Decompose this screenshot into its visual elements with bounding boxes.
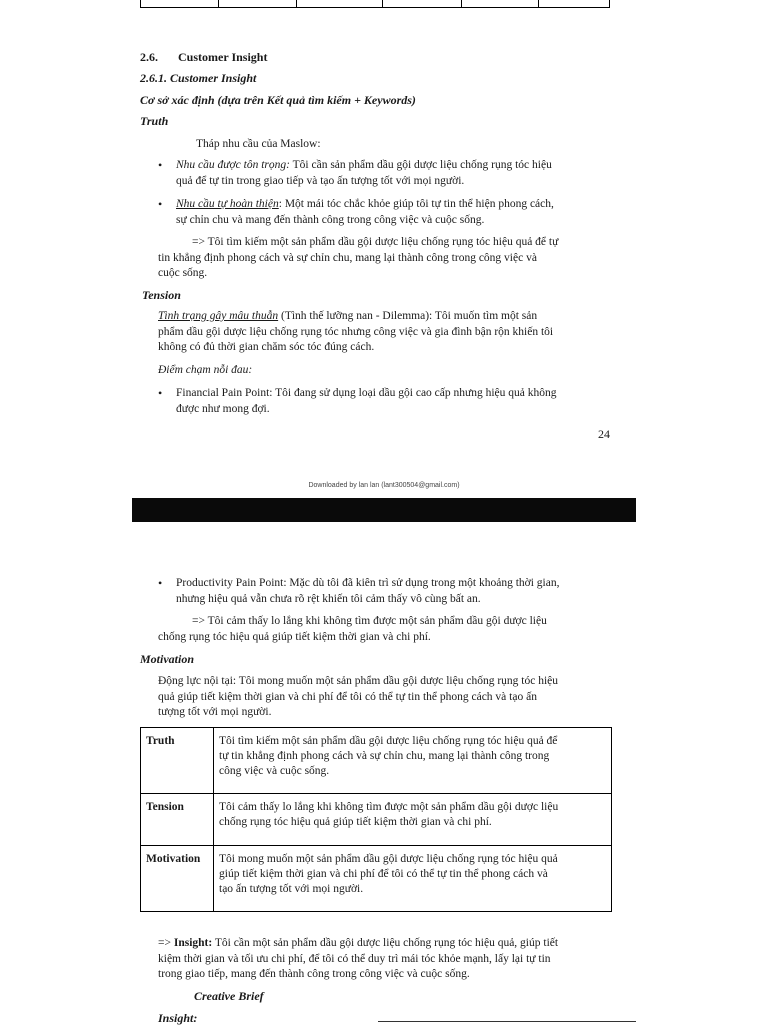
row-value-line: công việc và cuộc sống. — [219, 765, 330, 777]
insight-summary-table — [140, 727, 612, 912]
dilemma-line: phẩm dầu gội dược liệu chống rụng tóc nhưng công việc và gia đình bận rộn khiến tôi — [158, 325, 554, 338]
financial-pain-point — [176, 386, 557, 417]
self-actualization-term: Nhu cầu tự hoàn thiện — [176, 198, 279, 210]
tension-conclusion — [158, 614, 547, 645]
insight-line: trong giao tiếp, mang đến thành công trong công việc và cuộc sống. — [158, 968, 470, 980]
row-value-line: tạo ấn tượng tốt với mọi người. — [219, 883, 364, 895]
subsection-heading: 2.6.1. Customer Insight — [140, 71, 257, 85]
truth-bullet-1-line: quả để tự tin trong giao tiếp và tạo ấn tượng tốt với mọi người. — [176, 174, 465, 187]
section-title: Customer Insight — [178, 50, 268, 64]
productivity-pain-line: nhưng hiệu quả vẫn chưa rõ rệt khiến tôi cảm thấy vô cùng bất an. — [176, 592, 481, 605]
insight-line: kiệm thời gian và tối ưu chi phí, để tôi có thể duy trì mái tóc khỏe mạnh, lấy lại tự tin — [158, 952, 551, 965]
table-divider — [218, 0, 219, 7]
dilemma-line: không có đủ thời gian chăm sóc tóc đúng cách. — [158, 341, 375, 353]
previous-table-fragment — [140, 0, 610, 8]
esteem-need-term: Nhu cầu được tôn trọng: — [176, 159, 290, 171]
truth-bullet-1 — [176, 158, 552, 189]
pain-point-label: Điểm chạm nỗi đau: — [158, 364, 253, 376]
dilemma-paragraph — [158, 309, 553, 356]
insight-paragraph — [158, 936, 558, 983]
page-number: 24 — [598, 427, 610, 441]
dilemma-line: (Tình thế lưỡng nan - Dilemma): Tôi muốn tìm một sản — [278, 310, 538, 322]
page-break-band — [132, 498, 636, 522]
truth-conclusion — [158, 235, 558, 282]
row-value-line: giúp tiết kiệm thời gian và chi phí để tôi có thể tự tin thể phong cách và — [219, 868, 548, 880]
row-key: Truth — [141, 728, 214, 794]
bullet-icon: • — [158, 386, 163, 400]
motivation-line: quả giúp tiết kiệm thời gian và chi phí để tôi có thể tự tin thể phong cách và tạo ấn — [158, 690, 537, 703]
tension-label: Tension — [142, 288, 181, 302]
truth-label: Truth — [140, 114, 169, 128]
row-value-line: Tôi mong muốn một sản phẩm dầu gội dược liệu chống rụng tóc hiệu quả — [219, 853, 558, 865]
truth-conclusion-line: tin khẳng định phong cách và sự chỉn chu, mang lại thành công trong công việc và — [158, 251, 537, 264]
section-number: 2.6. — [140, 50, 158, 64]
table-row — [141, 794, 612, 846]
insight-arrow: => — [158, 937, 174, 949]
row-value — [214, 728, 612, 794]
table-divider — [382, 0, 383, 7]
table-row — [141, 846, 612, 912]
bullet-icon: • — [158, 197, 163, 211]
financial-pain-line: được như mong đợi. — [176, 402, 270, 415]
row-key: Tension — [141, 794, 214, 846]
row-value — [214, 846, 612, 912]
row-value — [214, 794, 612, 846]
productivity-pain-line: Productivity Pain Point: Mặc dù tôi đã kiên trì sử dụng trong một khoảng thời gian, — [176, 577, 560, 589]
insight-label: Insight: — [173, 937, 213, 949]
row-value-line: Tôi cảm thấy lo lắng khi không tìm được một sản phẩm dầu gội dược liệu — [219, 801, 559, 813]
creative-brief-insight-label: Insight: — [158, 1011, 198, 1025]
motivation-label: Motivation — [140, 652, 195, 666]
truth-bullet-2-line: : Một mái tóc chắc khỏe giúp tôi tự tin thể hiện phong cách, — [278, 198, 554, 210]
download-note: Downloaded by lan lan (lant300504@gmail.com) — [308, 482, 460, 489]
bullet-icon: • — [158, 576, 163, 590]
motivation-paragraph — [158, 674, 558, 721]
row-value-line: tự tin khẳng định phong cách và sự chỉn chu, mang lại thành công trong — [219, 750, 550, 762]
row-value-line: chống rụng tóc hiệu quả giúp tiết kiệm thời gian và chi phí. — [219, 816, 492, 828]
truth-bullet-2-line: sự chỉn chu và mang đến thành công trong công việc và cuộc sống. — [176, 213, 485, 226]
bullet-icon: • — [158, 158, 163, 172]
table-divider — [296, 0, 297, 7]
truth-conclusion-line: cuộc sống. — [158, 267, 208, 279]
basis-heading: Cơ sở xác định (dựa trên Kết quả tìm kiếm + Keywords) — [140, 93, 416, 107]
row-key: Motivation — [141, 846, 214, 912]
truth-conclusion-line: => Tôi tìm kiếm một sản phẩm dầu gội dược liệu chống rụng tóc hiệu quả để tự — [192, 236, 559, 248]
creative-brief-title: Creative Brief — [194, 989, 264, 1003]
table-divider — [461, 0, 462, 7]
financial-pain-line: Financial Pain Point: Tôi đang sử dụng loại dầu gội cao cấp nhưng hiệu quả không — [176, 387, 557, 399]
insight-line: Tôi cần một sản phẩm dầu gội dược liệu chống rụng tóc hiệu quả, giúp tiết — [212, 937, 559, 949]
table-top-border — [378, 1021, 636, 1022]
dilemma-term: Tình trạng gây mâu thuẫn — [158, 310, 279, 322]
motivation-line: Động lực nội tại: Tôi mong muốn một sản phẩm dầu gội dược liệu chống rụng tóc hiệu — [158, 675, 559, 687]
tension-conclusion-line: => Tôi cảm thấy lo lắng khi không tìm được một sản phẩm dầu gội dược liệu — [192, 615, 547, 627]
motivation-line: tượng tốt với mọi người. — [158, 706, 272, 718]
maslow-intro: Tháp nhu cầu của Maslow: — [196, 138, 321, 150]
table-divider — [538, 0, 539, 7]
truth-bullet-2 — [176, 197, 554, 228]
row-value-line: Tôi tìm kiếm một sản phẩm dầu gội dược liệu chống rụng tóc hiệu quả để — [219, 735, 558, 747]
truth-bullet-1-line: Tôi cần sản phẩm dầu gội dược liệu chống rụng tóc hiệu — [289, 159, 552, 171]
tension-conclusion-line: chống rụng tóc hiệu quả giúp tiết kiệm thời gian và chi phí. — [158, 630, 431, 643]
table-row — [141, 728, 612, 794]
section-heading — [140, 50, 267, 65]
productivity-pain-point — [176, 576, 559, 607]
